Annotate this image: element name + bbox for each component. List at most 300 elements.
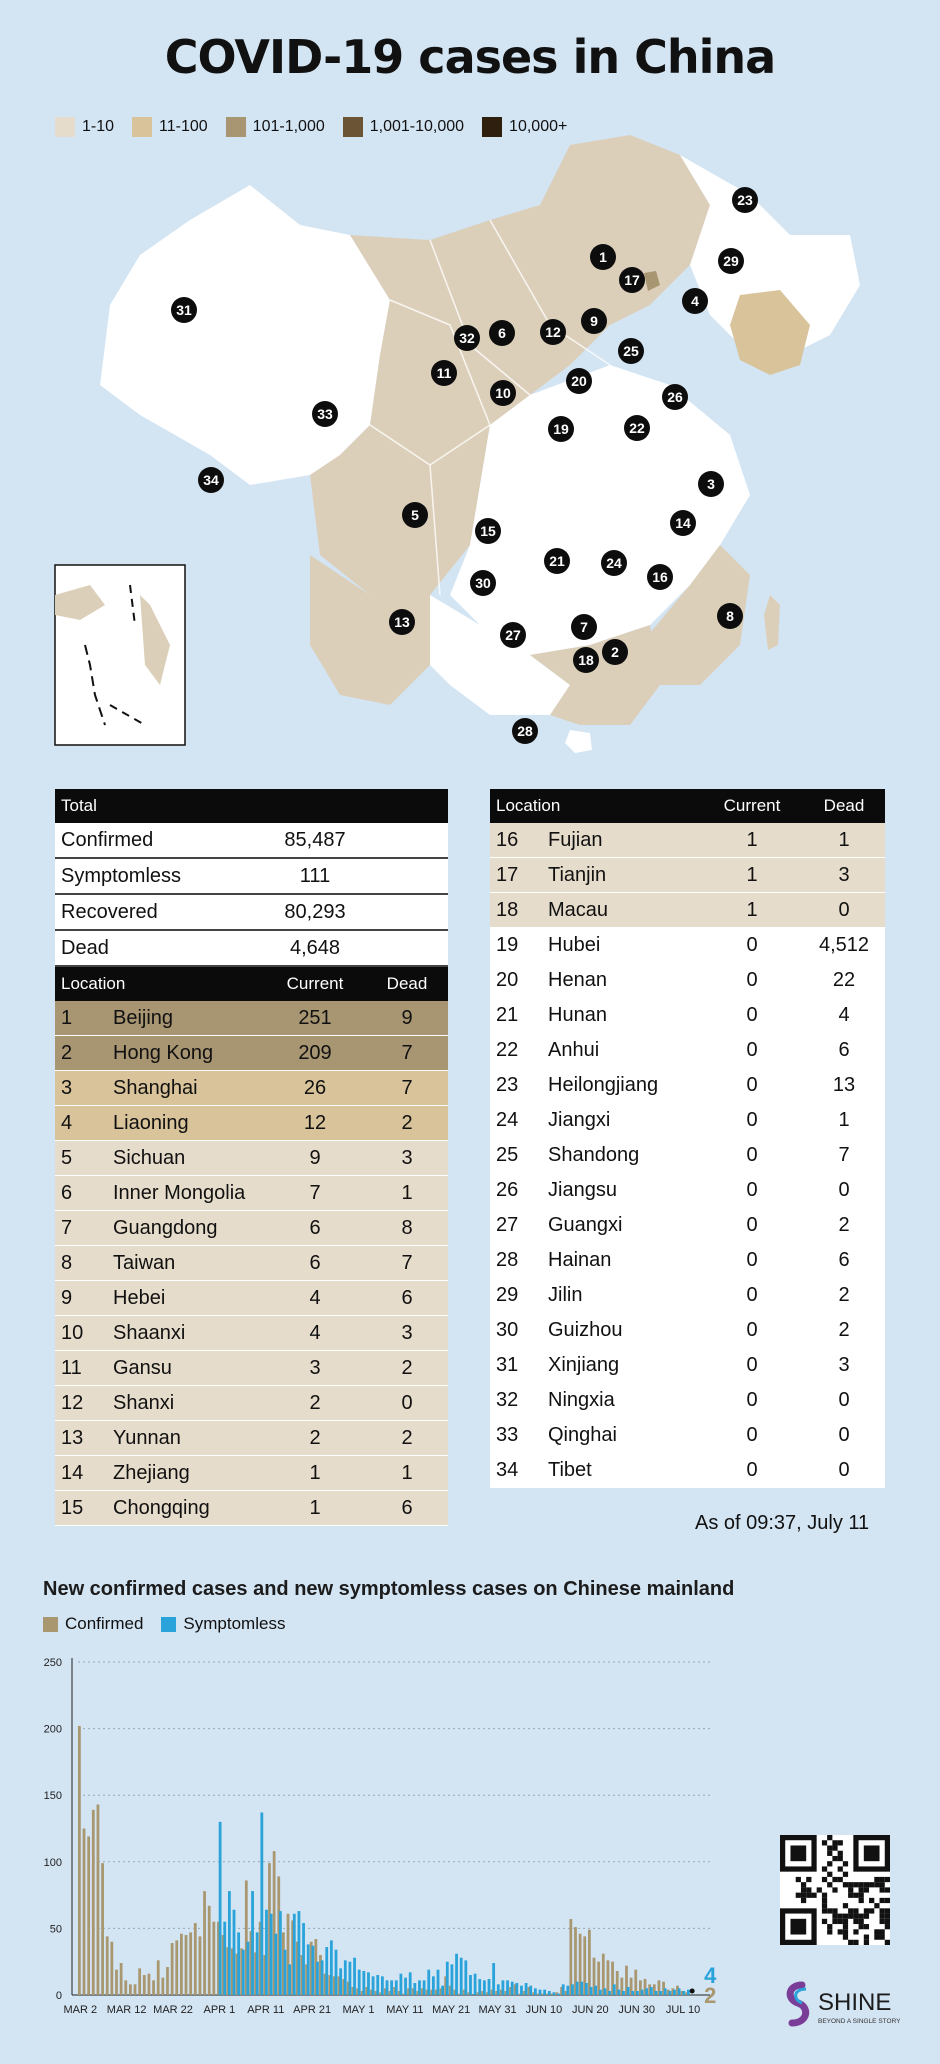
y-tick-label: 100 [43,1856,62,1869]
bar-confirmed [180,1934,183,1995]
row-current: 0 [701,1278,803,1313]
row-location: Xinjiang [542,1348,701,1383]
bar-symptomless [562,1984,565,1995]
x-tick-label: JUN 30 [618,2004,656,2016]
row-location: Zhejiang [107,1456,264,1491]
map-marker-label: 8 [726,608,734,624]
map-marker-label: 10 [495,385,511,401]
map-marker-label: 14 [675,515,691,531]
legend-label: 11-100 [159,118,208,135]
bar-symptomless [659,1991,662,1995]
row-dead: 2 [366,1421,448,1456]
x-tick-label: MAY 11 [386,2004,424,2016]
bar-symptomless [223,1922,226,1995]
legend-swatch-symptomless [161,1617,176,1632]
row-current: 251 [264,1001,366,1036]
bar-symptomless [367,1972,370,1995]
row-dead: 0 [803,1383,885,1418]
bar-confirmed [124,1980,127,1995]
bar-symptomless [228,1891,231,1995]
bar-symptomless [321,1960,324,1995]
row-number: 25 [490,1138,542,1173]
bar-confirmed [166,1967,169,1995]
map-marker-label: 32 [459,330,475,346]
row-dead: 2 [366,1351,448,1386]
x-tick-label: MAY 1 [342,2004,375,2016]
row-location: Jilin [542,1278,701,1313]
totals-spacer [366,894,448,930]
map-marker-15 [475,518,501,544]
table-row [55,1001,448,1036]
map-marker-5 [402,502,428,528]
x-tick-label: APR 1 [203,2004,236,2016]
row-dead: 4 [803,998,885,1033]
row-current: 0 [701,1208,803,1243]
bar-symptomless [590,1987,593,1995]
table-row [55,1141,448,1176]
map-marker-14 [670,510,696,536]
row-number: 6 [55,1176,107,1211]
map-marker-12 [540,319,566,345]
table-row [490,858,885,893]
row-location: Guangdong [107,1211,264,1246]
row-number: 1 [55,1001,107,1036]
row-location: Chongqing [107,1491,264,1526]
map-marker-26 [662,384,688,410]
totals-value: 80,293 [264,894,366,930]
bar-confirmed [120,1963,123,1995]
map-marker-1 [590,244,616,270]
header-current: Current [701,789,803,823]
map-marker-21 [544,548,570,574]
bar-symptomless [353,1958,356,1995]
bar-confirmed [143,1975,146,1995]
row-dead: 2 [803,1208,885,1243]
legend-label: 1,001-10,000 [369,118,465,135]
row-dead: 1 [366,1176,448,1211]
map-marker-22 [624,415,650,441]
bar-symptomless [293,1914,296,1995]
end-label-confirmed: 2 [704,1983,717,2008]
row-number: 12 [55,1386,107,1421]
row-current: 0 [701,1243,803,1278]
table-row [490,1173,885,1208]
row-dead: 2 [366,1106,448,1141]
bar-symptomless [571,1984,574,1995]
bar-symptomless [279,1911,282,1995]
bar-symptomless [594,1986,597,1995]
legend-swatch-confirmed [43,1617,58,1632]
header-current: Current [264,966,366,1001]
cases-bar-chart [30,1640,750,2030]
bar-symptomless [372,1976,375,1995]
row-number: 2 [55,1036,107,1071]
map-marker-7 [571,614,597,640]
bar-symptomless [233,1910,236,1995]
bar-symptomless [400,1974,403,1995]
row-dead: 6 [803,1243,885,1278]
row-number: 3 [55,1071,107,1106]
x-tick-label: APR 11 [247,2004,285,2016]
bar-symptomless [682,1991,685,1995]
bar-symptomless [358,1970,361,1995]
map-marker-label: 12 [545,324,561,340]
row-dead: 0 [803,1173,885,1208]
bar-symptomless [678,1988,681,1995]
row-dead: 7 [366,1071,448,1106]
row-current: 0 [701,1348,803,1383]
row-number: 32 [490,1383,542,1418]
row-location: Inner Mongolia [107,1176,264,1211]
bar-symptomless [441,1986,444,1995]
bar-symptomless [409,1972,412,1995]
south-china-sea-inset [55,565,185,745]
map-marker-label: 17 [624,272,640,288]
x-tick-label: JUN 20 [571,2004,609,2016]
bar-symptomless [566,1986,569,1995]
bar-symptomless [344,1960,347,1995]
table-row [490,1033,885,1068]
row-dead: 0 [366,1386,448,1421]
row-number: 4 [55,1106,107,1141]
table-row [55,1211,448,1246]
row-current: 0 [701,1173,803,1208]
map-marker-34 [198,467,224,493]
row-current: 9 [264,1141,366,1176]
bar-symptomless [525,1983,528,1995]
map-marker-29 [718,248,744,274]
x-tick-label: MAY 31 [478,2004,517,2016]
table-row [490,1068,885,1103]
row-number: 7 [55,1211,107,1246]
legend-symptomless [161,1614,285,1634]
bar-symptomless [483,1980,486,1995]
bar-symptomless [585,1983,588,1995]
table-row [490,1243,885,1278]
bar-symptomless [580,1982,583,1995]
bar-symptomless [311,1946,314,1995]
bar-symptomless [427,1970,430,1995]
row-location: Shandong [542,1138,701,1173]
row-dead: 1 [803,823,885,858]
bar-symptomless [298,1911,301,1995]
legend-label: 1-10 [82,118,115,135]
bar-confirmed [138,1968,141,1995]
row-number: 14 [55,1456,107,1491]
bar-symptomless [655,1991,658,1995]
bar-symptomless [265,1910,268,1995]
table-row [490,1383,885,1418]
bar-symptomless [553,1992,556,1995]
row-number: 24 [490,1103,542,1138]
table-header-row [55,966,448,1001]
totals-value: 111 [264,858,366,894]
row-number: 21 [490,998,542,1033]
row-number: 15 [55,1491,107,1526]
row-current: 0 [701,963,803,998]
map-marker-30 [470,570,496,596]
bar-symptomless [316,1962,319,1995]
bar-confirmed [203,1891,206,1995]
y-tick-label: 200 [43,1723,62,1736]
row-location: Heilongjiang [542,1068,701,1103]
map-marker-label: 33 [317,406,333,422]
cases-table-left [55,789,448,1526]
bar-symptomless [617,1990,620,1995]
page-title: COVID-19 cases in China [164,30,776,84]
map-marker-25 [618,338,644,364]
row-location: Tibet [542,1453,701,1488]
totals-spacer [366,930,448,966]
map-marker-27 [500,622,526,648]
bar-symptomless [335,1950,338,1995]
row-current: 0 [701,1418,803,1453]
table-row [55,1386,448,1421]
map-marker-10 [490,380,516,406]
row-location: Shanghai [107,1071,264,1106]
bar-symptomless [423,1980,426,1995]
row-location: Anhui [542,1033,701,1068]
table-row [490,823,885,858]
bar-symptomless [557,1994,560,1995]
bar-confirmed [92,1810,95,1995]
map-marker-33 [312,401,338,427]
map-marker-label: 25 [623,343,639,359]
bar-symptomless [641,1990,644,1995]
map-marker-label: 19 [553,421,569,437]
row-number: 23 [490,1068,542,1103]
row-number: 8 [55,1246,107,1281]
bar-symptomless [270,1914,273,1995]
end-marker [690,1989,695,1994]
bar-symptomless [260,1813,263,1995]
row-location: Liaoning [107,1106,264,1141]
map-marker-11 [431,360,457,386]
map-marker-label: 5 [411,507,419,523]
map-marker-4 [682,288,708,314]
row-location: Macau [542,893,701,928]
row-dead: 0 [803,1418,885,1453]
map-marker-label: 16 [652,569,668,585]
totals-label: Dead [55,930,264,966]
row-current: 6 [264,1211,366,1246]
brand-name: SHINE [818,1989,892,2016]
map-marker-label: 23 [737,192,753,208]
legend-label: 101-1,000 [252,118,325,135]
bar-confirmed [78,1726,81,1995]
row-number: 9 [55,1281,107,1316]
bar-symptomless [599,1990,602,1995]
china-map [50,125,900,765]
row-current: 1 [701,893,803,928]
map-marker-label: 26 [667,389,683,405]
row-current: 0 [701,998,803,1033]
row-location: Ningxia [542,1383,701,1418]
row-current: 2 [264,1386,366,1421]
legend-confirmed [43,1614,143,1634]
map-marker-label: 31 [176,302,192,318]
bar-symptomless [613,1984,616,1995]
map-marker-16 [647,564,673,590]
map-marker-label: 1 [599,249,607,265]
bar-confirmed [110,1942,113,1995]
row-dead: 13 [803,1068,885,1103]
map-marker-label: 15 [480,523,496,539]
end-label-symptomless: 4 [704,1963,717,1988]
table-row [490,928,885,963]
map-marker-23 [732,187,758,213]
region-taiwan [764,595,780,650]
map-marker-label: 7 [580,619,588,635]
row-dead: 0 [803,893,885,928]
totals-label: Symptomless [55,858,264,894]
map-marker-19 [548,416,574,442]
row-number: 27 [490,1208,542,1243]
brand-tagline: BEYOND A SINGLE STORY [818,2018,900,2025]
row-location: Hong Kong [107,1036,264,1071]
map-marker-9 [581,308,607,334]
totals-label: Recovered [55,894,264,930]
bar-symptomless [330,1940,333,1995]
totals-value: 85,487 [264,823,366,858]
row-location: Shanxi [107,1386,264,1421]
map-marker-label: 13 [394,614,410,630]
bar-symptomless [404,1978,407,1995]
row-location: Hubei [542,928,701,963]
qr-code [780,1835,890,1945]
row-number: 5 [55,1141,107,1176]
table-row [490,1208,885,1243]
bar-symptomless [474,1974,477,1995]
row-current: 0 [701,1033,803,1068]
bar-symptomless [539,1990,542,1995]
map-marker-6 [489,320,515,346]
row-location: Gansu [107,1351,264,1386]
table-row [490,1278,885,1313]
table-row [55,1281,448,1316]
row-current: 26 [264,1071,366,1106]
map-marker-label: 24 [606,555,622,571]
bar-symptomless [307,1944,310,1995]
bar-symptomless [437,1970,440,1995]
bar-symptomless [515,1983,518,1995]
y-tick-label: 250 [43,1657,62,1669]
x-tick-label: MAR 22 [153,2004,193,2016]
bar-confirmed [212,1922,215,1995]
map-marker-13 [389,609,415,635]
bar-symptomless [325,1947,328,1995]
row-dead: 2 [803,1313,885,1348]
bar-symptomless [488,1979,491,1995]
bar-confirmed [148,1974,151,1995]
row-location: Shaanxi [107,1316,264,1351]
header-dead: Dead [366,966,448,1001]
row-current: 209 [264,1036,366,1071]
bar-confirmed [87,1836,90,1995]
bar-symptomless [247,1942,250,1995]
totals-row [55,894,448,930]
chart-legend [43,1614,285,1634]
x-tick-label: MAR 12 [106,2004,147,2016]
bar-symptomless [386,1980,389,1995]
y-tick-label: 50 [49,1923,62,1936]
bar-symptomless [469,1975,472,1995]
region-hainan [565,730,592,753]
bar-confirmed [157,1960,160,1995]
bar-symptomless [274,1934,277,1995]
row-location: Qinghai [542,1418,701,1453]
x-tick-label: MAY 21 [432,2004,471,2016]
bar-symptomless [650,1987,653,1995]
totals-spacer [366,823,448,858]
bar-confirmed [569,1919,572,1995]
bar-symptomless [302,1923,305,1995]
map-marker-label: 28 [517,723,533,739]
map-marker-label: 11 [436,365,452,381]
header-location: Location [55,966,264,1001]
table-row [55,1176,448,1211]
row-number: 30 [490,1313,542,1348]
bar-confirmed [106,1936,109,1995]
header-dead: Dead [803,789,885,823]
row-location: Tianjin [542,858,701,893]
bar-symptomless [237,1932,240,1995]
map-marker-label: 34 [203,472,219,488]
bar-symptomless [251,1891,254,1995]
bar-symptomless [460,1958,463,1995]
row-dead: 22 [803,963,885,998]
bar-confirmed [189,1932,192,1995]
map-marker-28 [512,718,538,744]
bar-symptomless [432,1976,435,1995]
row-location: Beijing [107,1001,264,1036]
bar-symptomless [687,1990,690,1995]
as-of-timestamp: As of 09:37, July 11 [695,1512,870,1534]
bar-symptomless [288,1964,291,1995]
row-dead: 3 [366,1141,448,1176]
table-row [490,1313,885,1348]
header-location: Location [490,789,701,823]
bar-symptomless [604,1988,607,1995]
row-dead: 6 [803,1033,885,1068]
bar-symptomless [464,1960,467,1995]
map-marker-label: 30 [475,575,491,591]
row-location: Guangxi [542,1208,701,1243]
map-marker-label: 27 [505,627,521,643]
bar-symptomless [256,1932,259,1995]
map-marker-2 [602,639,628,665]
row-current: 2 [264,1421,366,1456]
row-current: 12 [264,1106,366,1141]
row-dead: 1 [366,1456,448,1491]
legend-label-confirmed: Confirmed [65,1614,144,1633]
cases-table-right [490,789,885,1488]
bar-symptomless [636,1991,639,1995]
table-row [55,1106,448,1141]
totals-row [55,930,448,966]
x-tick-label: JUN 10 [525,2004,563,2016]
bar-symptomless [451,1964,454,1995]
map-marker-label: 4 [691,293,699,309]
row-current: 0 [701,1453,803,1488]
row-number: 20 [490,963,542,998]
bar-confirmed [607,1960,610,1995]
row-current: 1 [701,823,803,858]
table-row [490,893,885,928]
bar-symptomless [608,1991,611,1995]
bar-symptomless [576,1982,579,1995]
bar-confirmed [161,1978,164,1995]
